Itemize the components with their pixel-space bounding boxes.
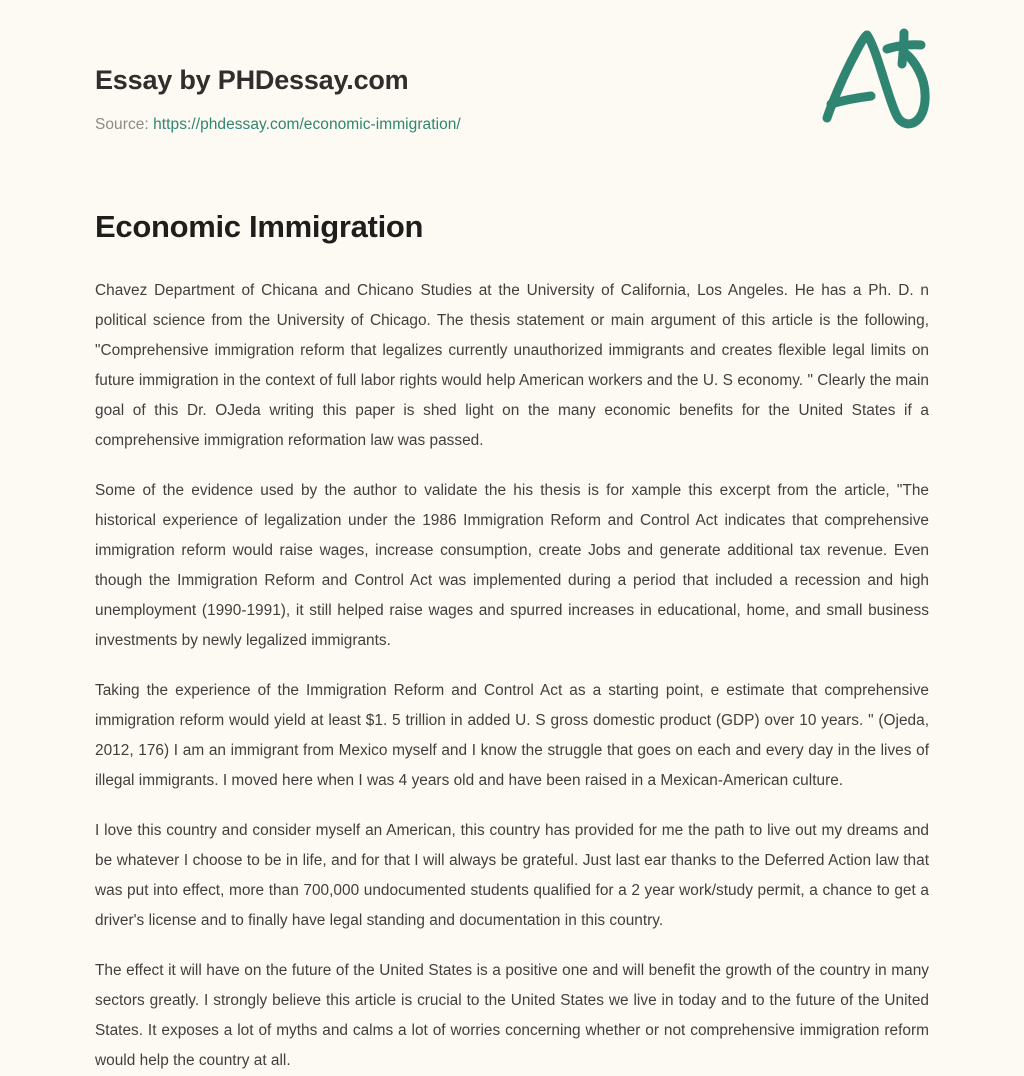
essay-paragraph: Taking the experience of the Immigration Reform and Control Act as a starting point, e estimate that comprehensive immigration reform would yield at least $1. 5 trillion in added U. S gross domestic product (GDP) over 10 years. " (Ojeda, 2012, 176) I am an immigrant from Mexico myself and I know the struggle that goes on each and every day in the lives of illegal immigrants. I moved here when I was 4 years old and have been raised in a Mexican-American culture. [95,681,929,789]
page-header [95,0,929,136]
source-url-link[interactable]: https://phdessay.com/economic-immigration/ [153,116,461,134]
essay-paragraph: Some of the evidence used by the author to validate the his thesis is for xample this excerpt from the article, "The historical experience of legalization under the 1986 Immigration Reform and Control Act indicates that comprehensive immigration reform would raise wages, increase consumption, create Jobs and generate additional tax revenue. Even though the Immigration Reform and Control Act was implemented during a period that included a recession and high unemployment (1990-1991), it still helped raise wages and spurred increases in educational, home, and small business investments by newly legalized immigrants. [95,481,929,649]
source-line [95,115,929,135]
essay-body [95,245,929,1076]
brand-title: Essay by PHDessay.com [95,65,409,95]
essay-paragraph: Chavez Department of Chicana and Chicano Studies at the University of California, Los Angeles. He has a Ph. D. n political science from the University of Chicago. The thesis statement or main argument of this article is the following, "Comprehensive immigration reform that legalizes currently unauthorized immigrants and creates flexible legal limits on future immigration in the context of full labor rights would help American workers and the U. S economy. " Clearly the main goal of this Dr. OJeda writing this paper is shed light on the many economic benefits for the United States if a comprehensive immigration reformation law was passed. [95,281,929,449]
source-label: Source: [95,116,149,134]
essay-paragraph: I love this country and consider myself an American, this country has provided for me the path to live out my dreams and be whatever I choose to be in life, and for that I will always be grateful. Just last ear thanks to the Deferred Action law that was put into effect, more than 700,000 undocumented students qualified for a 2 year work/study permit, a chance to get a driver's license and to finally have legal standing and documentation in this country. [95,821,929,929]
essay-paragraph: The effect it will have on the future of the United States is a positive one and will benefit the growth of the country in many sectors greatly. I strongly believe this article is crucial to the United States we live in today and to the future of the United States. It exposes a lot of myths and calms a lot of worries concerning whether or not comprehensive immigration reform would help the country at all. [95,961,929,1069]
page-title: Economic Immigration [95,208,424,244]
